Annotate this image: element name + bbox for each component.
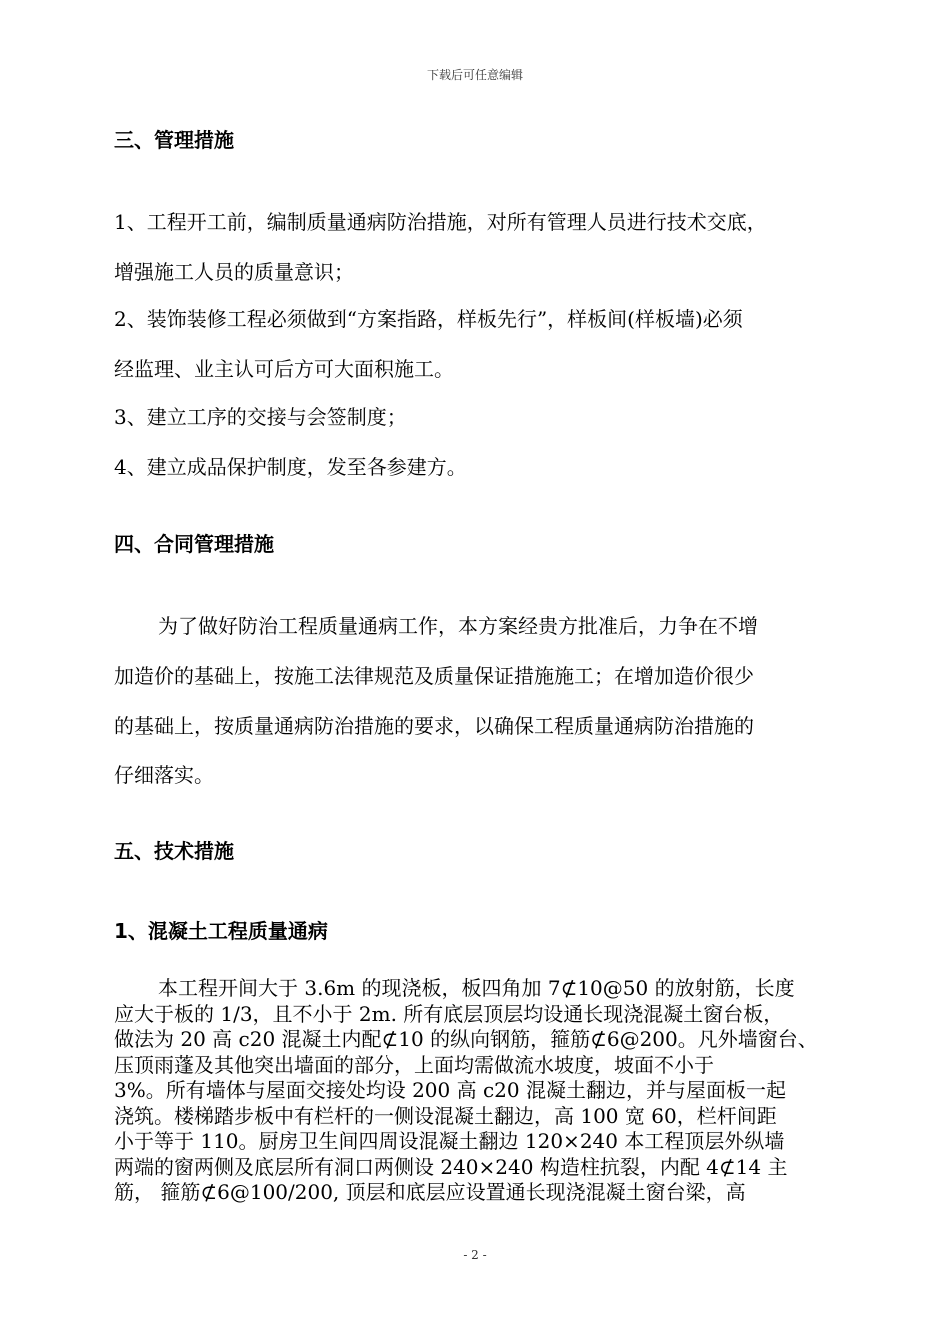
page-header: 下载后可任意编辑 bbox=[426, 68, 523, 82]
paragraph-line: 仔细落实。 bbox=[114, 763, 214, 787]
paragraph-line: 3%。所有墙体与屋面交接处均设 200 高 c20 混凝土翻边，并与屋面板一起 bbox=[114, 1078, 786, 1102]
paragraph-line: 两端的窗两侧及底层所有洞口两侧设 240×240 构造柱抗裂，内配 4⊄14 主 bbox=[114, 1154, 788, 1179]
paragraph-line: 1、工程开工前，编制质量通病防治措施，对所有管理人员进行技术交底， bbox=[114, 210, 767, 234]
paragraph-line: 浇筑。楼梯踏步板中有栏杆的一侧设混凝土翻边，高 100 宽 60，栏杆间距 bbox=[114, 1103, 777, 1128]
subsection-title-concrete: 1、混凝土工程质量通病 bbox=[114, 919, 328, 943]
paragraph-line: 为了做好防治工程质量通病工作，本方案经贵方批准后，力争在不增 bbox=[158, 614, 758, 638]
section-title-technical: 五、技术措施 bbox=[114, 839, 234, 863]
paragraph-line: 2、装饰装修工程必须做到“方案指路，样板先行”，样板间(样板墙)必须 bbox=[114, 307, 743, 331]
paragraph-line: 压顶雨蓬及其他突出墙面的部分，上面均需做流水坡度，坡面不小于 bbox=[114, 1052, 714, 1077]
paragraph-line: 增强施工人员的质量意识； bbox=[114, 260, 354, 284]
section-title-management: 三、管理措施 bbox=[114, 128, 234, 152]
paragraph-line: 4、建立成品保护制度，发至各参建方。 bbox=[114, 455, 467, 479]
paragraph-line: 3、建立工序的交接与会签制度； bbox=[114, 405, 407, 429]
page-number: - 2 - bbox=[463, 1248, 487, 1262]
section-title-contract: 四、合同管理措施 bbox=[114, 532, 274, 556]
paragraph-line: 的基础上，按质量通病防治措施的要求，以确保工程质量通病防治措施的 bbox=[114, 714, 754, 738]
paragraph-line: 加造价的基础上，按施工法律规范及质量保证措施施工；在增加造价很少 bbox=[114, 664, 754, 688]
paragraph-line: 筋， 箍筋⊄6@100/200, 顶层和底层应设置通长现浇混凝土窗台梁，高 bbox=[114, 1180, 746, 1204]
concrete-paragraph bbox=[114, 976, 842, 1206]
paragraph-line: 做法为 20 高 c20 混凝土内配⊄10 的纵向钢筋，箍筋⊄6@200。凡外墙窗台、 bbox=[114, 1027, 818, 1051]
paragraph-line: 经监理、业主认可后方可大面积施工。 bbox=[114, 357, 454, 381]
paragraph-line: 本工程开间大于 3.6m 的现浇板，板四角加 7⊄10@50 的放射筋，长度 bbox=[158, 976, 795, 1000]
paragraph-line: 小于等于 110。厨房卫生间四周设混凝土翻边 120×240 本工程顶层外纵墙 bbox=[114, 1129, 785, 1153]
paragraph-line: 应大于板的 1/3，且不小于 2m. 所有底层顶层均设通长现浇混凝土窗台板， bbox=[114, 1001, 784, 1026]
